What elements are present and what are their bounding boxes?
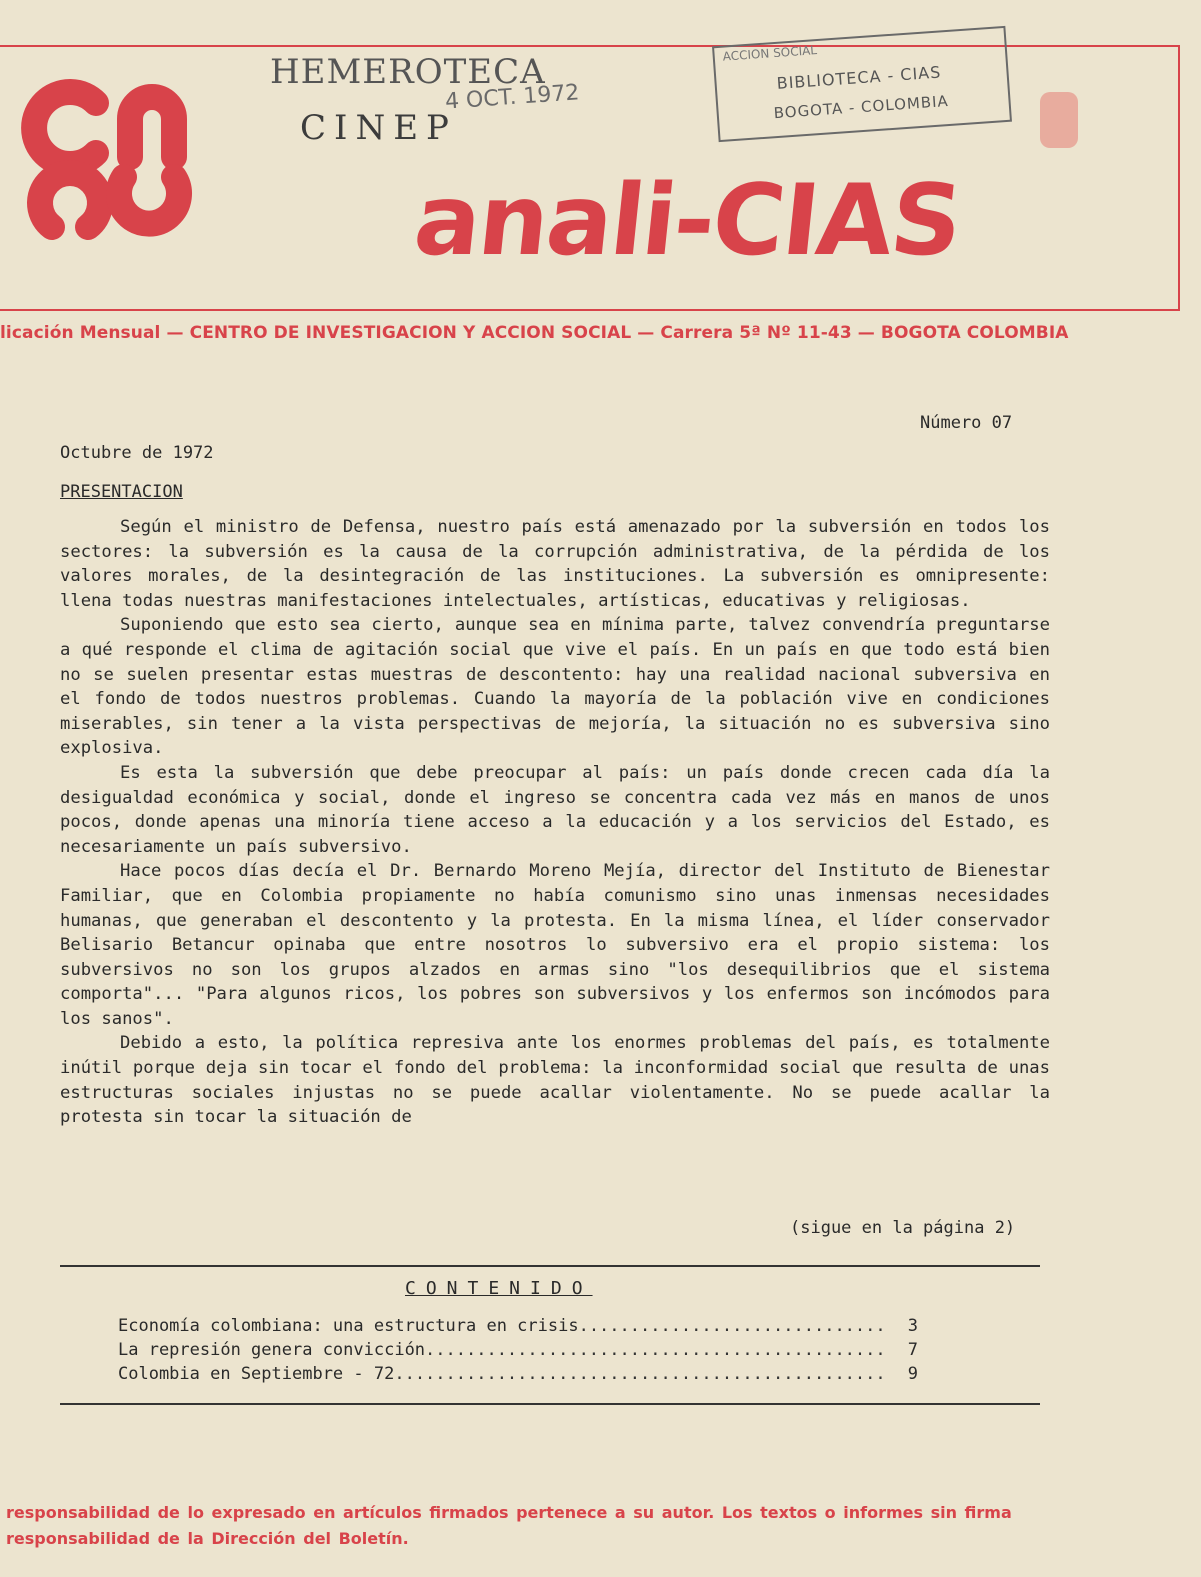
continued-note: (sigue en la página 2) [790, 1218, 1016, 1238]
contents-item-page: 7 [907, 1340, 918, 1360]
ink-blot [1040, 92, 1078, 148]
list-item[interactable] [118, 1338, 918, 1362]
footer-line: responsabilidad de la Dirección del Boletín. [6, 1529, 409, 1548]
contents-item-page: 3 [907, 1316, 918, 1336]
contents-title: CONTENIDO [405, 1278, 593, 1299]
contents-item-label: Colombia en Septiembre - 72 [118, 1364, 395, 1384]
paragraph: Según el ministro de Defensa, nuestro país está amenazado por la subversión en todos los sectores: la subversión es la causa de la corrupción administrativa, de la pérdida de los valores morales, de la desintegración de las instituciones. La subversión es omnipresente: llena todas nuestras manifestaciones intelectuales, artísticas, educativas y religiosas. [60, 517, 1050, 611]
leader-dots [394, 1362, 882, 1386]
contents-list [118, 1314, 918, 1386]
library-stamp-line3: BOGOTA - COLOMBIA [773, 92, 950, 123]
newsletter-title: anali-CIAS [409, 164, 966, 278]
footer-line: responsabilidad de lo expresado en artículos firmados pertenece a su autor. Los textos o informes sin firma [6, 1503, 1012, 1522]
library-stamp [712, 26, 1012, 142]
hemeroteca-stamp: HEMEROTECA [270, 52, 546, 92]
paragraph: Suponiendo que esto sea cierto, aunque sea en mínima parte, talvez convendría preguntarse a qué responde el clima de agitación social que vive el país. En un país en que todo está bien no se suelen presentar estas muestras de descontento: hay una realidad nacional subversiva en el fondo de todos nuestros problemas. Cuando la mayoría de la población vive en condiciones miserables, sin tener a la vista perspectivas de mejoría, la situación no es subversiva sino explosiva. [60, 615, 1050, 759]
divider [60, 1403, 1040, 1405]
disclaimer-footer [6, 1500, 1196, 1552]
divider [60, 1265, 1040, 1267]
contents-item-page: 9 [907, 1364, 918, 1384]
article-body [60, 515, 1050, 1130]
cinep-stamp: CINEP [300, 108, 457, 148]
contents-item-label: Economía colombiana: una estructura en crisis [118, 1316, 579, 1336]
paragraph: Hace pocos días decía el Dr. Bernardo Moreno Mejía, director del Instituto de Bienestar Familiar, que en Colombia propiamente no había comunismo sino unas inmensas necesidades humanas, que generaban el descontento y la protesta. En la misma línea, el líder conservador Belisario Betancur opinaba que entre nosotros lo subversivo era el propio sistema: los subversivos no son los grupos alzados en armas sino "los desequilibrios que el sistema comporta"... "Para algunos ricos, los pobres son subversivos y los enfermos son incómodos para los sanos". [60, 861, 1050, 1029]
cias-logo-icon [18, 75, 198, 255]
leader-dots [579, 1314, 882, 1338]
section-heading: PRESENTACION [60, 482, 183, 502]
issue-date: Octubre de 1972 [60, 443, 214, 463]
list-item[interactable] [118, 1314, 918, 1338]
library-stamp-line2: BIBLIOTECA - CIAS [776, 62, 942, 93]
leader-dots [425, 1338, 882, 1362]
paragraph: Debido a esto, la política represiva ante los enormes problemas del país, es totalmente inútil porque deja sin tocar el fondo del problema: la inconformidad social que resulta de unas estructuras sociales injustas no se puede acallar violentamente. No se puede acallar la protesta sin tocar la situación de [60, 1033, 1050, 1128]
paragraph: Es esta la subversión que debe preocupar al país: un país donde crecen cada día la desigualdad económica y social, donde el ingreso se concentra cada vez más en manos de unos pocos, donde apenas una minoría tiene acceso a la educación y a los servicios del Estado, es necesariamente un país subversivo. [60, 762, 1050, 857]
publisher-line: licación Mensual — CENTRO DE INVESTIGACION Y ACCION SOCIAL — Carrera 5ª Nº 11-43 — BOGOTA COLOMBIA [0, 323, 1069, 343]
contents-item-label: La represión genera convicción [118, 1340, 426, 1360]
list-item[interactable] [118, 1362, 918, 1386]
library-stamp-line1: ACCION SOCIAL [722, 43, 818, 64]
date-stamp: 4 OCT. 1972 [444, 80, 581, 115]
issue-number: Número 07 [920, 413, 1013, 433]
